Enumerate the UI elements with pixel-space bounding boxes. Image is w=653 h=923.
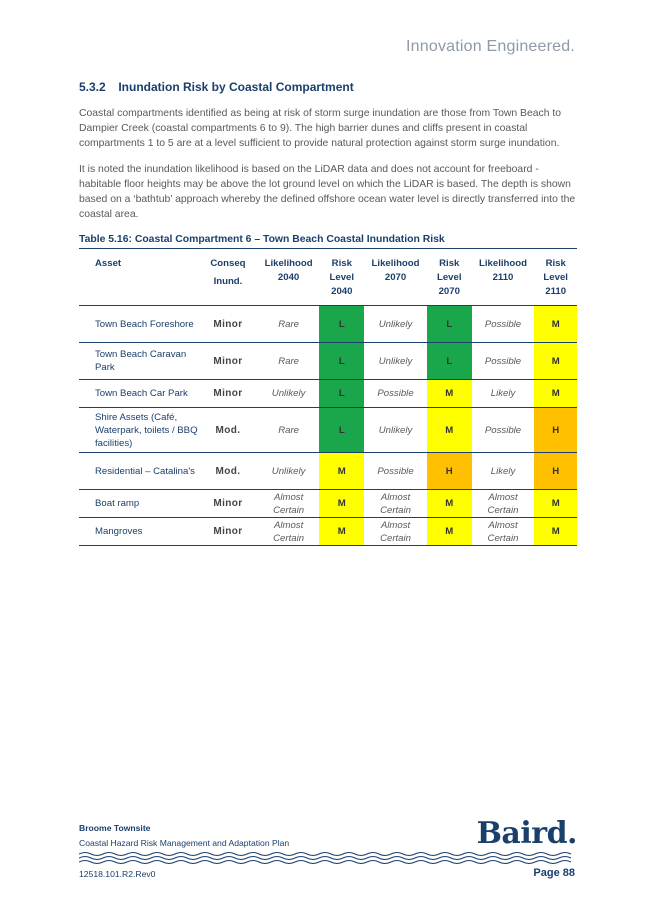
- cell-consequence: Minor: [198, 343, 258, 380]
- section-heading: [79, 80, 354, 94]
- cell-risk-2110: H: [534, 453, 577, 490]
- cell-consequence: Minor: [198, 380, 258, 408]
- cell-likelihood-2110: Possible: [472, 343, 535, 380]
- cell-likelihood-2040: Unlikely: [258, 380, 320, 408]
- table-row: [79, 453, 577, 490]
- cell-likelihood-2040: Almost Certain: [258, 518, 320, 546]
- cell-risk-2110: H: [534, 408, 577, 453]
- cell-consequence: Minor: [198, 490, 258, 518]
- cell-likelihood-2070: Almost Certain: [364, 518, 427, 546]
- table-row: [79, 490, 577, 518]
- paragraph-1: Coastal compartments identified as being at risk of storm surge inundation are those from Town Beach to Dampier Creek (coastal compartments 6 to 9). The high barrier dunes and cliffs present in coastal compartments 1 to 5 are at a level sufficient to provide natural protection against storm surge inundation.: [79, 108, 562, 149]
- cell-risk-2040: L: [319, 306, 364, 343]
- baird-logo: Baird.: [476, 816, 577, 851]
- table-row: [79, 343, 577, 380]
- cell-consequence: Minor: [198, 306, 258, 343]
- cell-risk-2040: M: [319, 453, 364, 490]
- col-header-likelihood-2110: Likelihood 2110: [472, 249, 535, 306]
- cell-asset: Mangroves: [79, 518, 198, 546]
- footer-project: Broome Townsite: [79, 823, 151, 833]
- footer-reference: 12518.101.R2.Rev0: [79, 869, 156, 879]
- cell-likelihood-2040: Rare: [258, 408, 320, 453]
- cell-risk-2040: M: [319, 490, 364, 518]
- table-row: [79, 380, 577, 408]
- cell-asset: Shire Assets (Café, Waterpark, toilets / BBQ facilities): [79, 408, 198, 453]
- cell-asset: Town Beach Car Park: [79, 380, 198, 408]
- cell-risk-2110: M: [534, 518, 577, 546]
- cell-asset: Town Beach Caravan Park: [79, 343, 198, 380]
- table-caption: Table 5.16: Coastal Compartment 6 – Town Beach Coastal Inundation Risk: [79, 234, 445, 245]
- cell-likelihood-2070: Unlikely: [364, 408, 427, 453]
- cell-risk-2040: L: [319, 343, 364, 380]
- cell-likelihood-2110: Possible: [472, 306, 535, 343]
- cell-consequence: Mod.: [198, 408, 258, 453]
- table-header-row: [79, 249, 577, 306]
- table-row: [79, 306, 577, 343]
- risk-table: [79, 249, 577, 546]
- header-tagline: Innovation Engineered.: [406, 38, 575, 55]
- cell-risk-2070: L: [427, 343, 472, 380]
- col-header-risk-2110: Risk Level 2110: [534, 249, 577, 306]
- cell-likelihood-2110: Possible: [472, 408, 535, 453]
- table-row: [79, 518, 577, 546]
- col-header-risk-2070: Risk Level 2070: [427, 249, 472, 306]
- col-header-likelihood-2070: Likelihood 2070: [364, 249, 427, 306]
- cell-asset: Residential – Catalina's: [79, 453, 198, 490]
- risk-table-container: [79, 248, 577, 546]
- cell-risk-2070: M: [427, 408, 472, 453]
- page-number: Page 88: [533, 867, 575, 879]
- cell-likelihood-2040: Unlikely: [258, 453, 320, 490]
- cell-consequence: Minor: [198, 518, 258, 546]
- cell-likelihood-2110: Almost Certain: [472, 490, 535, 518]
- cell-risk-2070: M: [427, 518, 472, 546]
- cell-likelihood-2110: Almost Certain: [472, 518, 535, 546]
- cell-likelihood-2070: Unlikely: [364, 306, 427, 343]
- paragraph-2: It is noted the inundation likelihood is based on the LiDAR data and does not account for freeboard - habitable floor heights may be above the lot ground level on which the LiDAR is based. The depth is shown based on a ‘bathtub’ approach whereby the defined offshore ocean water level is directly transferred into the coastal area.: [79, 164, 576, 220]
- cell-risk-2070: M: [427, 380, 472, 408]
- cell-likelihood-2040: Rare: [258, 306, 320, 343]
- cell-risk-2040: L: [319, 380, 364, 408]
- cell-likelihood-2070: Possible: [364, 380, 427, 408]
- cell-asset: Boat ramp: [79, 490, 198, 518]
- cell-likelihood-2110: Likely: [472, 380, 535, 408]
- col-header-risk-2040: Risk Level 2040: [319, 249, 364, 306]
- wave-divider-icon: [79, 850, 577, 864]
- cell-asset: Town Beach Foreshore: [79, 306, 198, 343]
- cell-likelihood-2070: Unlikely: [364, 343, 427, 380]
- cell-risk-2040: M: [319, 518, 364, 546]
- cell-risk-2110: M: [534, 380, 577, 408]
- footer-document: Coastal Hazard Risk Management and Adaptation Plan: [79, 838, 290, 848]
- cell-likelihood-2070: Possible: [364, 453, 427, 490]
- cell-risk-2070: L: [427, 306, 472, 343]
- col-header-asset: Asset: [79, 249, 198, 306]
- cell-likelihood-2040: Rare: [258, 343, 320, 380]
- cell-risk-2110: M: [534, 490, 577, 518]
- section-title: Inundation Risk by Coastal Compartment: [118, 80, 354, 94]
- table-row: [79, 408, 577, 453]
- cell-risk-2040: L: [319, 408, 364, 453]
- cell-risk-2110: M: [534, 343, 577, 380]
- cell-risk-2070: H: [427, 453, 472, 490]
- cell-risk-2070: M: [427, 490, 472, 518]
- cell-risk-2110: M: [534, 306, 577, 343]
- cell-likelihood-2110: Likely: [472, 453, 535, 490]
- col-header-conseq: Conseq Inund.: [198, 249, 258, 306]
- cell-consequence: Mod.: [198, 453, 258, 490]
- table-body: [79, 306, 577, 546]
- cell-likelihood-2070: Almost Certain: [364, 490, 427, 518]
- cell-likelihood-2040: Almost Certain: [258, 490, 320, 518]
- section-number: 5.3.2: [79, 80, 106, 94]
- col-header-likelihood-2040: Likelihood 2040: [258, 249, 320, 306]
